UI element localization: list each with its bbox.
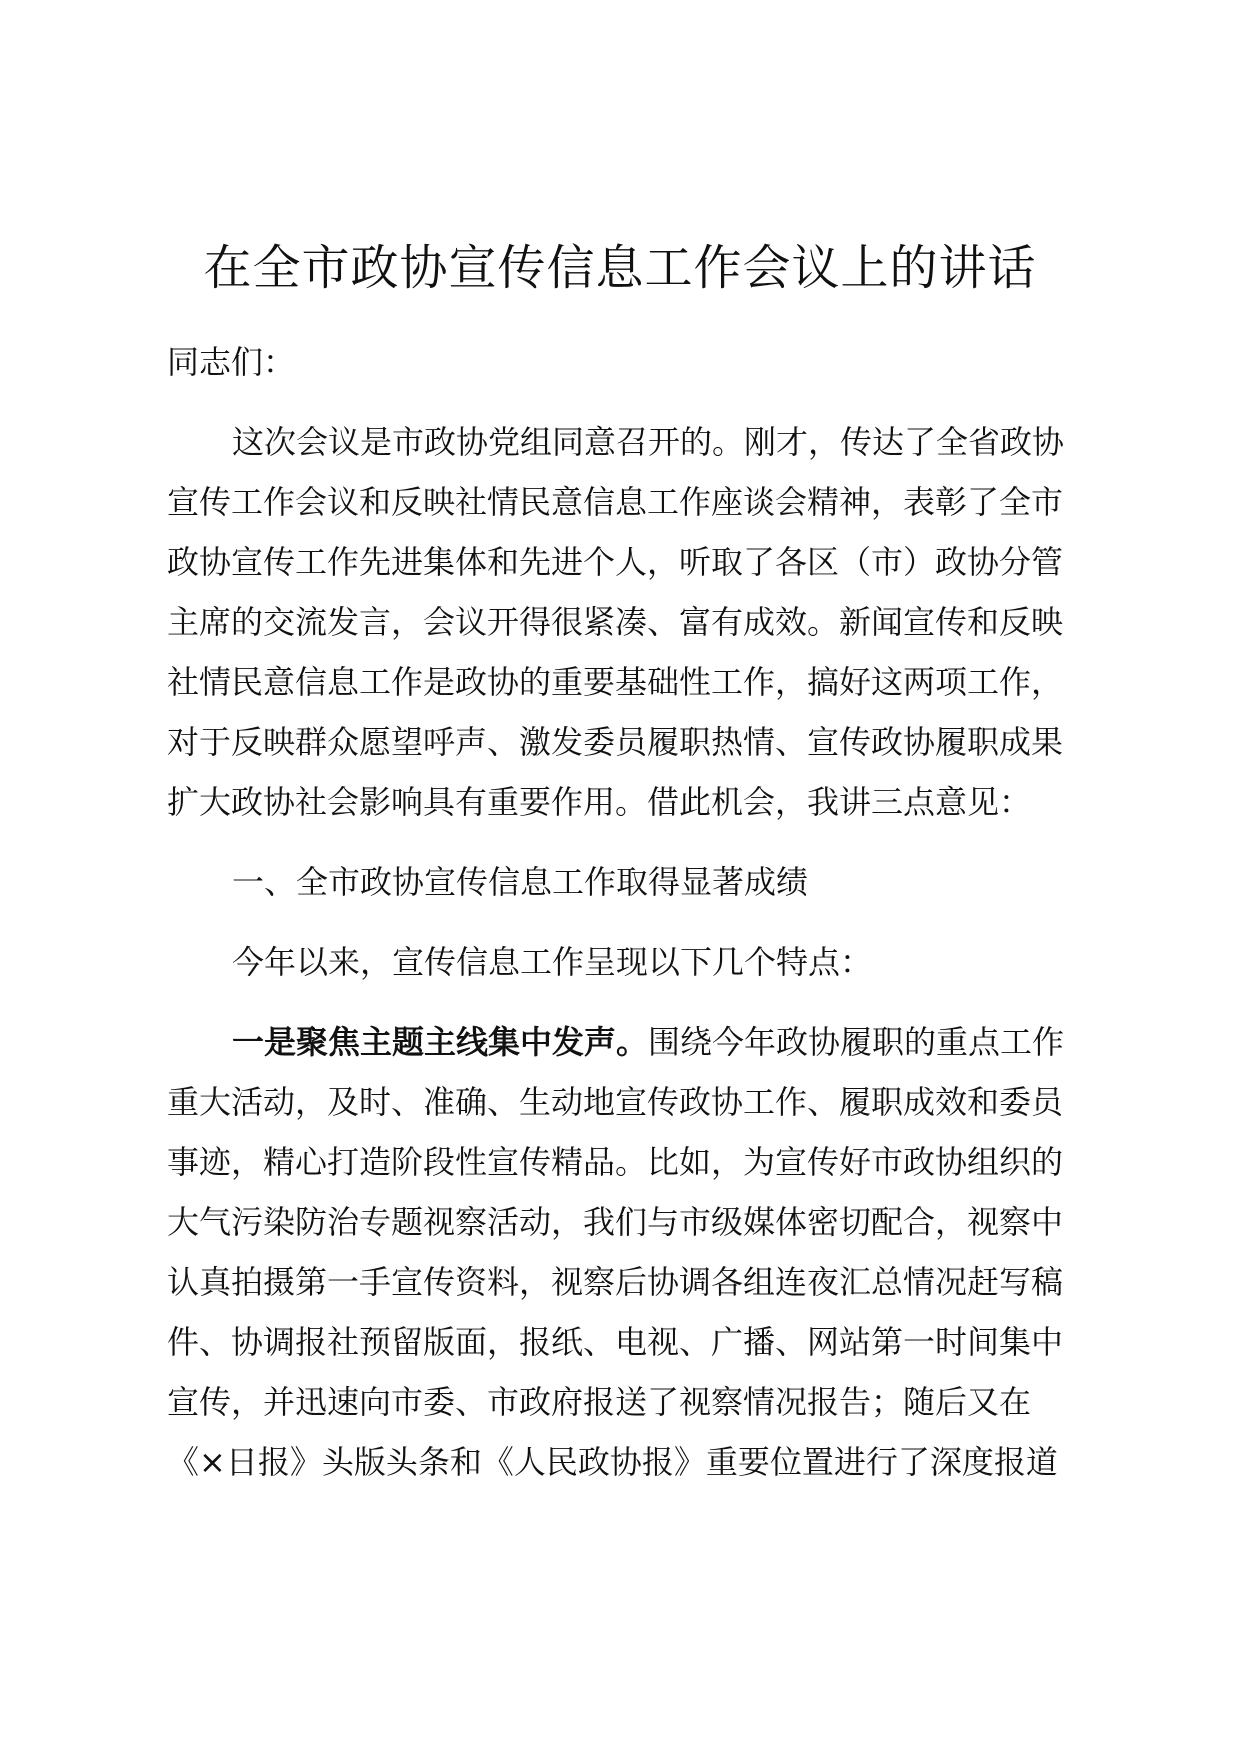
para1-line: 宣传工作会议和反映社情民意信息工作座谈会精神，表彰了全市 (167, 483, 1064, 521)
para3-line: 件、协调报社预留版面，报纸、电视、广播、网站第一时间集中 (167, 1323, 1064, 1361)
salutation: 同志们： (167, 343, 296, 381)
para3-line: 宣传，并迅速向市委、市政府报送了视察情况报告；随后又在 (167, 1383, 1032, 1421)
para3-line: 重大活动，及时、准确、生动地宣传政协工作、履职成效和委员 (167, 1083, 1064, 1121)
document-title: 在全市政协宣传信息工作会议上的讲话 (203, 240, 1037, 296)
para3-line: 事迹，精心打造阶段性宣传精品。比如，为宣传好市政协组织的 (167, 1143, 1064, 1181)
para3-line: 认真拍摄第一手宣传资料，视察后协调各组连夜汇总情况赶写稿 (167, 1263, 1064, 1301)
para3-line: 《×日报》头版头条和《人民政协报》重要位置进行了深度报道 (167, 1443, 1058, 1481)
para1-line: 政协宣传工作先进集体和先进个人，听取了各区（市）政协分管 (167, 543, 1064, 581)
para3-line: 大气污染防治专题视察活动，我们与市级媒体密切配合，视察中 (167, 1203, 1064, 1241)
para3-lead: 一是聚焦主题主线集中发声。 (232, 1023, 649, 1061)
para1-line: 扩大政协社会影响具有重要作用。借此机会，我讲三点意见： (167, 783, 1032, 821)
para2: 今年以来，宣传信息工作呈现以下几个特点： (232, 943, 873, 981)
para3-line (232, 1022, 1064, 1062)
para3-first-rest: 围绕今年政协履职的重点工作 (648, 1023, 1065, 1061)
para1-line: 这次会议是市政协党组同意召开的。刚才，传达了全省政协 (232, 423, 1065, 461)
section-heading: 一、全市政协宣传信息工作取得显著成绩 (232, 863, 809, 901)
para1-line: 主席的交流发言，会议开得很紧凑、富有成效。新闻宣传和反映 (167, 603, 1064, 641)
para1-line: 对于反映群众愿望呼声、激发委员履职热情、宣传政协履职成果 (167, 723, 1064, 761)
para1-line: 社情民意信息工作是政协的重要基础性工作，搞好这两项工作， (167, 663, 1064, 701)
